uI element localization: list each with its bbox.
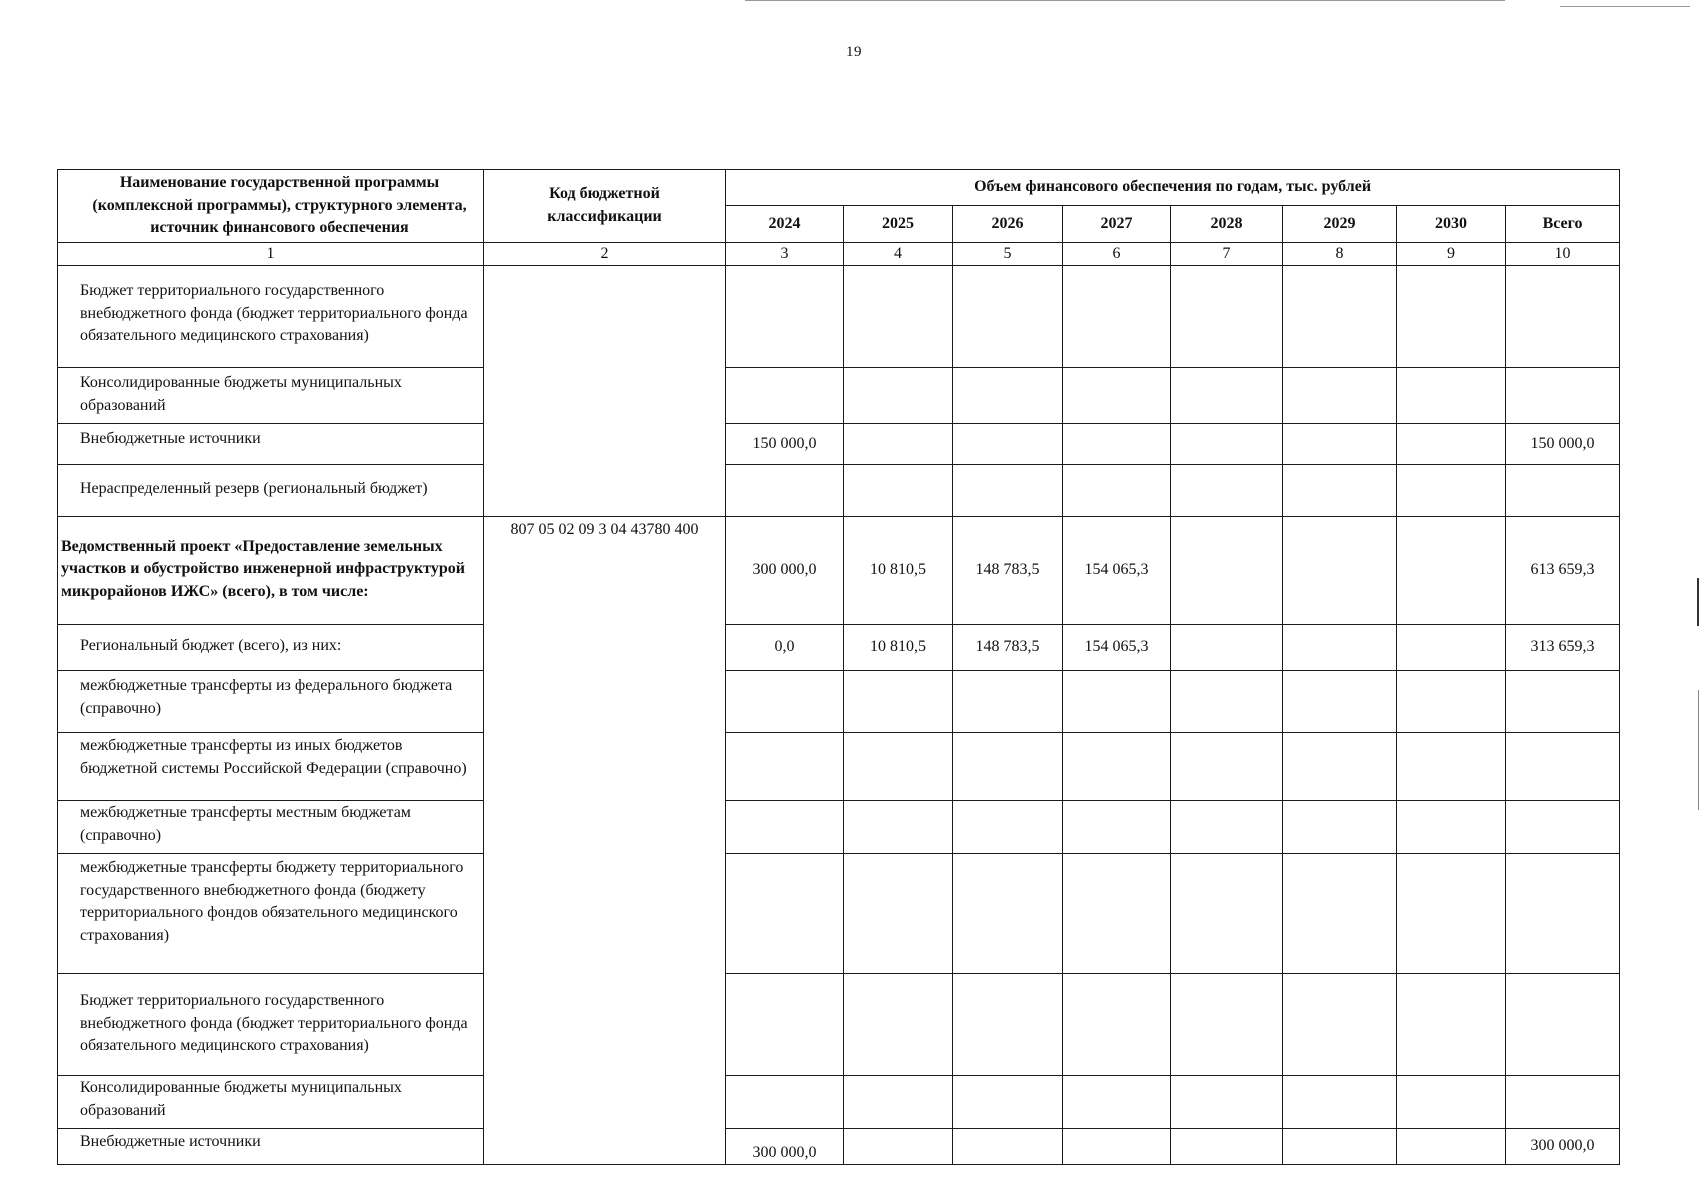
value-cell bbox=[844, 974, 953, 1076]
column-number: 9 bbox=[1397, 242, 1506, 266]
value-cell bbox=[953, 1129, 1063, 1165]
value-cell bbox=[1283, 671, 1397, 733]
value-cell bbox=[726, 671, 844, 733]
column-number: 5 bbox=[953, 242, 1063, 266]
table-row-project bbox=[58, 517, 1620, 625]
value-cell bbox=[1063, 733, 1171, 801]
value-cell bbox=[1506, 733, 1620, 801]
value-cell: 148 783,5 bbox=[953, 625, 1063, 671]
value-cell bbox=[1171, 465, 1283, 517]
value-cell: 148 783,5 bbox=[953, 517, 1063, 625]
value-cell bbox=[1171, 266, 1283, 368]
value-cell bbox=[1171, 1129, 1283, 1165]
table-row bbox=[58, 424, 1620, 465]
value-cell bbox=[1397, 1129, 1506, 1165]
column-number: 2 bbox=[484, 242, 726, 266]
value-cell bbox=[1283, 368, 1397, 424]
value-cell bbox=[1171, 625, 1283, 671]
value-cell bbox=[844, 1129, 953, 1165]
budget-code: 807 05 02 09 3 04 43780 400 bbox=[484, 517, 726, 1165]
page-number: 19 bbox=[846, 44, 862, 60]
row-label: Консолидированные бюджеты муниципальных образований bbox=[58, 1076, 484, 1129]
table-row bbox=[58, 1076, 1620, 1129]
value-cell bbox=[726, 854, 844, 974]
value-cell bbox=[1506, 671, 1620, 733]
value-cell bbox=[844, 266, 953, 368]
value-cell bbox=[1283, 854, 1397, 974]
project-label: Ведомственный проект «Предоставление земельных участков и обустройство инженерной инфраструктурой микрорайонов ИЖС» (всего), в том числе: bbox=[58, 517, 484, 625]
row-label: Региональный бюджет (всего), из них: bbox=[58, 625, 484, 671]
value-cell bbox=[1063, 266, 1171, 368]
value-cell: 613 659,3 bbox=[1506, 517, 1620, 625]
header-year: 2030 bbox=[1397, 206, 1506, 242]
header-row bbox=[58, 170, 1620, 206]
row-label: Бюджет территориального государственного внебюджетного фонда (бюджет территориального фонда обязательного медицинского страхования) bbox=[58, 974, 484, 1076]
value-cell bbox=[844, 424, 953, 465]
header-year: 2026 bbox=[953, 206, 1063, 242]
value-cell bbox=[1506, 368, 1620, 424]
row-label: Консолидированные бюджеты муниципальных образований bbox=[58, 368, 484, 424]
value-cell bbox=[726, 801, 844, 854]
column-numbers-row bbox=[58, 242, 1620, 266]
value-cell bbox=[1283, 465, 1397, 517]
table-row bbox=[58, 733, 1620, 801]
table-row bbox=[58, 266, 1620, 368]
value-cell bbox=[1171, 733, 1283, 801]
value-cell bbox=[1283, 1129, 1397, 1165]
value-cell bbox=[1506, 266, 1620, 368]
row-label: Нераспределенный резерв (региональный бюджет) bbox=[58, 465, 484, 517]
value-cell bbox=[1397, 424, 1506, 465]
value-cell: 150 000,0 bbox=[1506, 424, 1620, 465]
value-cell bbox=[726, 733, 844, 801]
value-cell bbox=[1171, 854, 1283, 974]
scan-artifact-line bbox=[1560, 6, 1690, 7]
value-cell bbox=[1397, 266, 1506, 368]
value-cell bbox=[726, 1076, 844, 1129]
value-cell bbox=[726, 266, 844, 368]
row-label: межбюджетные трансферты из иных бюджетов бюджетной системы Российской Федерации (справочно) bbox=[58, 733, 484, 801]
value-cell bbox=[1063, 1076, 1171, 1129]
value-cell bbox=[844, 854, 953, 974]
value-cell bbox=[953, 465, 1063, 517]
value-cell bbox=[1283, 266, 1397, 368]
value-cell: 313 659,3 bbox=[1506, 625, 1620, 671]
value-cell bbox=[1063, 671, 1171, 733]
value-cell bbox=[1063, 424, 1171, 465]
value-cell bbox=[1506, 854, 1620, 974]
value-cell bbox=[953, 266, 1063, 368]
value-cell bbox=[1397, 625, 1506, 671]
header-year: 2028 bbox=[1171, 206, 1283, 242]
row-label: межбюджетные трансферты бюджету территориального государственного внебюджетного фонда (бюджету территориального фондов обязательного медицинского страхования) bbox=[58, 854, 484, 974]
header-name: Наименование государственной программы (комплексной программы), структурного элемента, источник финансового обеспечения bbox=[58, 170, 484, 243]
value-cell bbox=[1063, 368, 1171, 424]
column-number: 4 bbox=[844, 242, 953, 266]
value-cell bbox=[1283, 424, 1397, 465]
header-year: 2025 bbox=[844, 206, 953, 242]
column-number: 8 bbox=[1283, 242, 1397, 266]
table-row bbox=[58, 801, 1620, 854]
value-cell bbox=[1283, 733, 1397, 801]
value-cell bbox=[953, 368, 1063, 424]
table-row bbox=[58, 671, 1620, 733]
value-cell bbox=[1397, 733, 1506, 801]
value-cell bbox=[1283, 974, 1397, 1076]
value-cell bbox=[1397, 1076, 1506, 1129]
value-cell: 150 000,0 bbox=[726, 424, 844, 465]
value-cell: 10 810,5 bbox=[844, 625, 953, 671]
value-cell bbox=[1063, 801, 1171, 854]
row-label: Внебюджетные источники bbox=[58, 1129, 484, 1165]
value-cell: 154 065,3 bbox=[1063, 625, 1171, 671]
row-label: межбюджетные трансферты из федерального бюджета (справочно) bbox=[58, 671, 484, 733]
value-cell: 300 000,0 bbox=[726, 517, 844, 625]
table-row bbox=[58, 625, 1620, 671]
value-cell bbox=[1397, 974, 1506, 1076]
value-cell bbox=[953, 733, 1063, 801]
column-number: 6 bbox=[1063, 242, 1171, 266]
value-cell bbox=[953, 854, 1063, 974]
value-cell bbox=[953, 424, 1063, 465]
header-year: 2027 bbox=[1063, 206, 1171, 242]
row-label: Бюджет территориального государственного внебюджетного фонда (бюджет территориального фонда обязательного медицинского страхования) bbox=[58, 266, 484, 368]
value-cell bbox=[953, 1076, 1063, 1129]
value-cell bbox=[1506, 465, 1620, 517]
header-total: Всего bbox=[1506, 206, 1620, 242]
value-cell bbox=[844, 368, 953, 424]
table-row bbox=[58, 1129, 1620, 1165]
value-cell bbox=[1063, 1129, 1171, 1165]
value-cell: 300 000,0 bbox=[726, 1129, 844, 1165]
value-cell bbox=[1397, 465, 1506, 517]
code-cell-empty bbox=[484, 266, 726, 517]
header-year: 2024 bbox=[726, 206, 844, 242]
value-cell bbox=[1171, 368, 1283, 424]
value-cell bbox=[953, 801, 1063, 854]
value-cell: 10 810,5 bbox=[844, 517, 953, 625]
table-row bbox=[58, 368, 1620, 424]
row-label: межбюджетные трансферты местным бюджетам (справочно) bbox=[58, 801, 484, 854]
value-cell bbox=[1063, 854, 1171, 974]
value-cell bbox=[1063, 465, 1171, 517]
value-cell bbox=[1283, 517, 1397, 625]
value-cell bbox=[1171, 671, 1283, 733]
value-cell bbox=[1397, 671, 1506, 733]
value-cell bbox=[1397, 517, 1506, 625]
column-number: 3 bbox=[726, 242, 844, 266]
value-cell: 0,0 bbox=[726, 625, 844, 671]
value-cell bbox=[844, 801, 953, 854]
column-number: 1 bbox=[58, 242, 484, 266]
financing-table bbox=[57, 169, 1620, 1165]
row-label: Внебюджетные источники bbox=[58, 424, 484, 465]
value-cell bbox=[1506, 801, 1620, 854]
table-row bbox=[58, 465, 1620, 517]
scan-edge-mark bbox=[1698, 690, 1699, 810]
header-volume: Объем финансового обеспечения по годам, тыс. рублей bbox=[726, 170, 1620, 206]
value-cell bbox=[1171, 801, 1283, 854]
value-cell bbox=[1171, 1076, 1283, 1129]
header-year: 2029 bbox=[1283, 206, 1397, 242]
value-cell bbox=[1397, 368, 1506, 424]
column-number: 7 bbox=[1171, 242, 1283, 266]
column-number: 10 bbox=[1506, 242, 1620, 266]
value-cell bbox=[1397, 854, 1506, 974]
header-code: Код бюджетной классификации bbox=[484, 170, 726, 243]
value-cell bbox=[844, 733, 953, 801]
value-cell bbox=[1171, 974, 1283, 1076]
value-cell bbox=[953, 671, 1063, 733]
value-cell bbox=[1283, 801, 1397, 854]
value-cell bbox=[1506, 1076, 1620, 1129]
value-cell bbox=[1063, 974, 1171, 1076]
value-cell bbox=[844, 465, 953, 517]
value-cell bbox=[726, 368, 844, 424]
value-cell bbox=[1283, 625, 1397, 671]
scan-edge-mark bbox=[1697, 578, 1699, 626]
value-cell bbox=[1171, 517, 1283, 625]
value-cell bbox=[726, 465, 844, 517]
table-row bbox=[58, 974, 1620, 1076]
value-cell bbox=[1283, 1076, 1397, 1129]
value-cell bbox=[1506, 974, 1620, 1076]
value-cell bbox=[1397, 801, 1506, 854]
value-cell bbox=[844, 1076, 953, 1129]
value-cell bbox=[953, 974, 1063, 1076]
table-row bbox=[58, 854, 1620, 974]
value-cell bbox=[726, 974, 844, 1076]
value-cell: 154 065,3 bbox=[1063, 517, 1171, 625]
value-cell bbox=[844, 671, 953, 733]
value-cell bbox=[1171, 424, 1283, 465]
value-cell: 300 000,0 bbox=[1506, 1129, 1620, 1165]
scan-artifact-line bbox=[745, 0, 1505, 1]
